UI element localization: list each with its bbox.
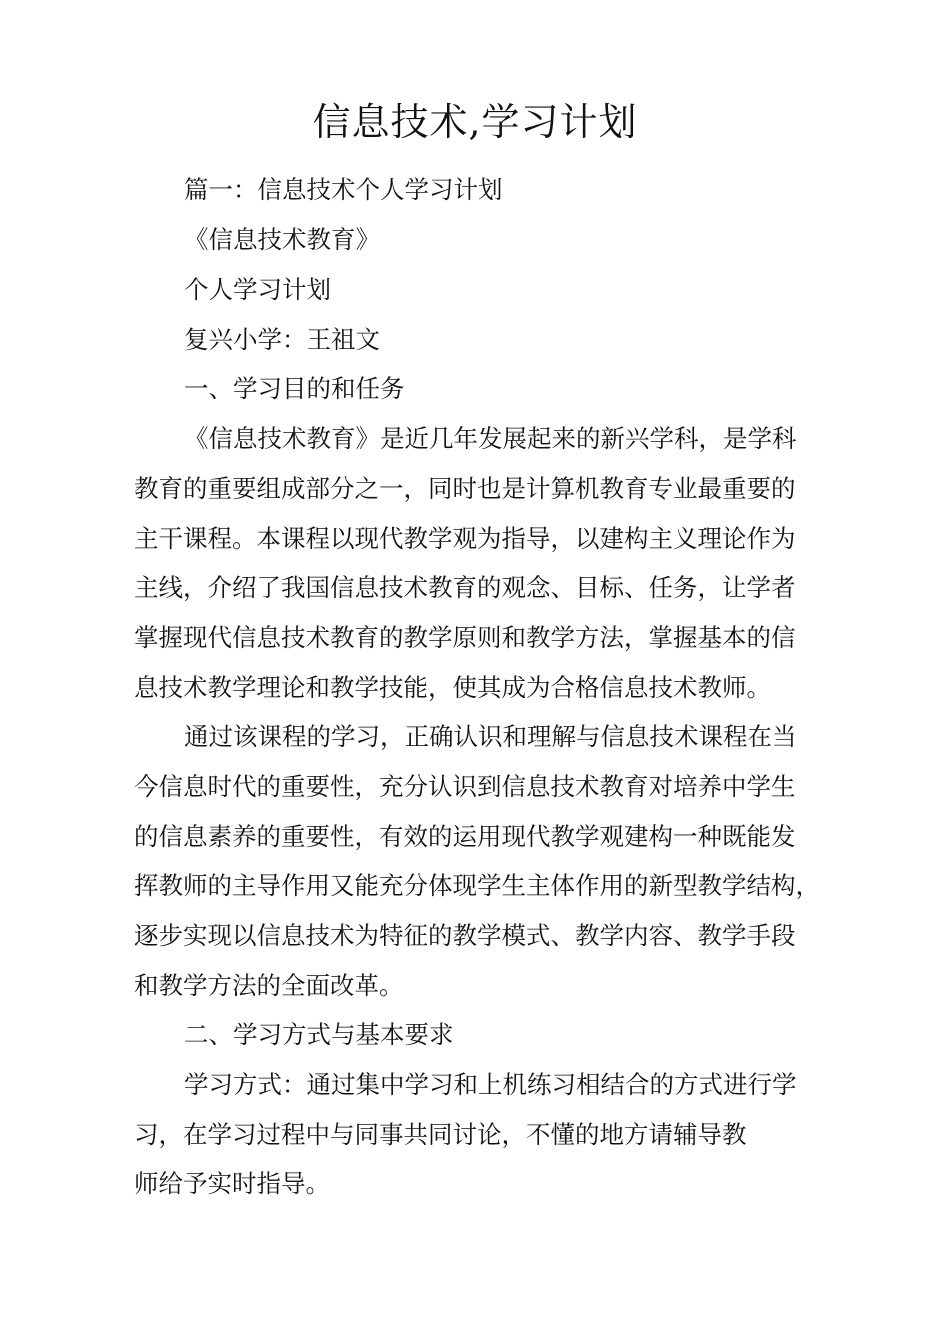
- paragraph-line: 学习方式：通过集中学习和上机练习相结合的方式进行学: [184, 1070, 797, 1099]
- plan-label: 个人学习计划: [184, 275, 331, 304]
- paragraph-line: 通过该课程的学习，正确认识和理解与信息技术课程在当: [184, 722, 797, 751]
- section-heading-2: 二、学习方式与基本要求: [184, 1020, 454, 1049]
- paragraph-line: 挥教师的主导作用又能充分体现学生主体作用的新型教学结构，: [134, 871, 820, 900]
- paragraph-line: 今信息时代的重要性，充分认识到信息技术教育对培养中学生: [134, 772, 796, 801]
- paragraph-line: 和教学方法的全面改革。: [134, 971, 404, 1000]
- paragraph-line: 的信息素养的重要性，有效的运用现代教学观建构一种既能发: [134, 822, 796, 851]
- section-heading-part-one: 篇一：信息技术个人学习计划: [184, 175, 503, 204]
- paragraph-line: 逐步实现以信息技术为特征的教学模式、教学内容、教学手段: [134, 921, 796, 950]
- section-heading-1: 一、学习目的和任务: [184, 374, 405, 403]
- paragraph-line: 教育的重要组成部分之一，同时也是计算机教育专业最重要的: [134, 474, 796, 503]
- paragraph-line: 主线，介绍了我国信息技术教育的观念、目标、任务，让学者: [134, 573, 796, 602]
- course-name: 《信息技术教育》: [184, 225, 380, 254]
- document-title: 信息技术,学习计划: [312, 100, 638, 144]
- paragraph-line: 习，在学习过程中与同事共同讨论，不懂的地方请辅导教: [134, 1120, 747, 1149]
- paragraph-line: 《信息技术教育》是近几年发展起来的新兴学科，是学科: [184, 424, 797, 453]
- paragraph-line: 掌握现代信息技术教育的教学原则和教学方法，掌握基本的信: [134, 623, 796, 652]
- author-line: 复兴小学：王祖文: [184, 325, 380, 354]
- paragraph-line: 主干课程。本课程以现代教学观为指导，以建构主义理论作为: [134, 524, 796, 553]
- paragraph-line: 息技术教学理论和教学技能，使其成为合格信息技术教师。: [134, 673, 771, 702]
- paragraph-line: 师给予实时指导。: [134, 1169, 330, 1198]
